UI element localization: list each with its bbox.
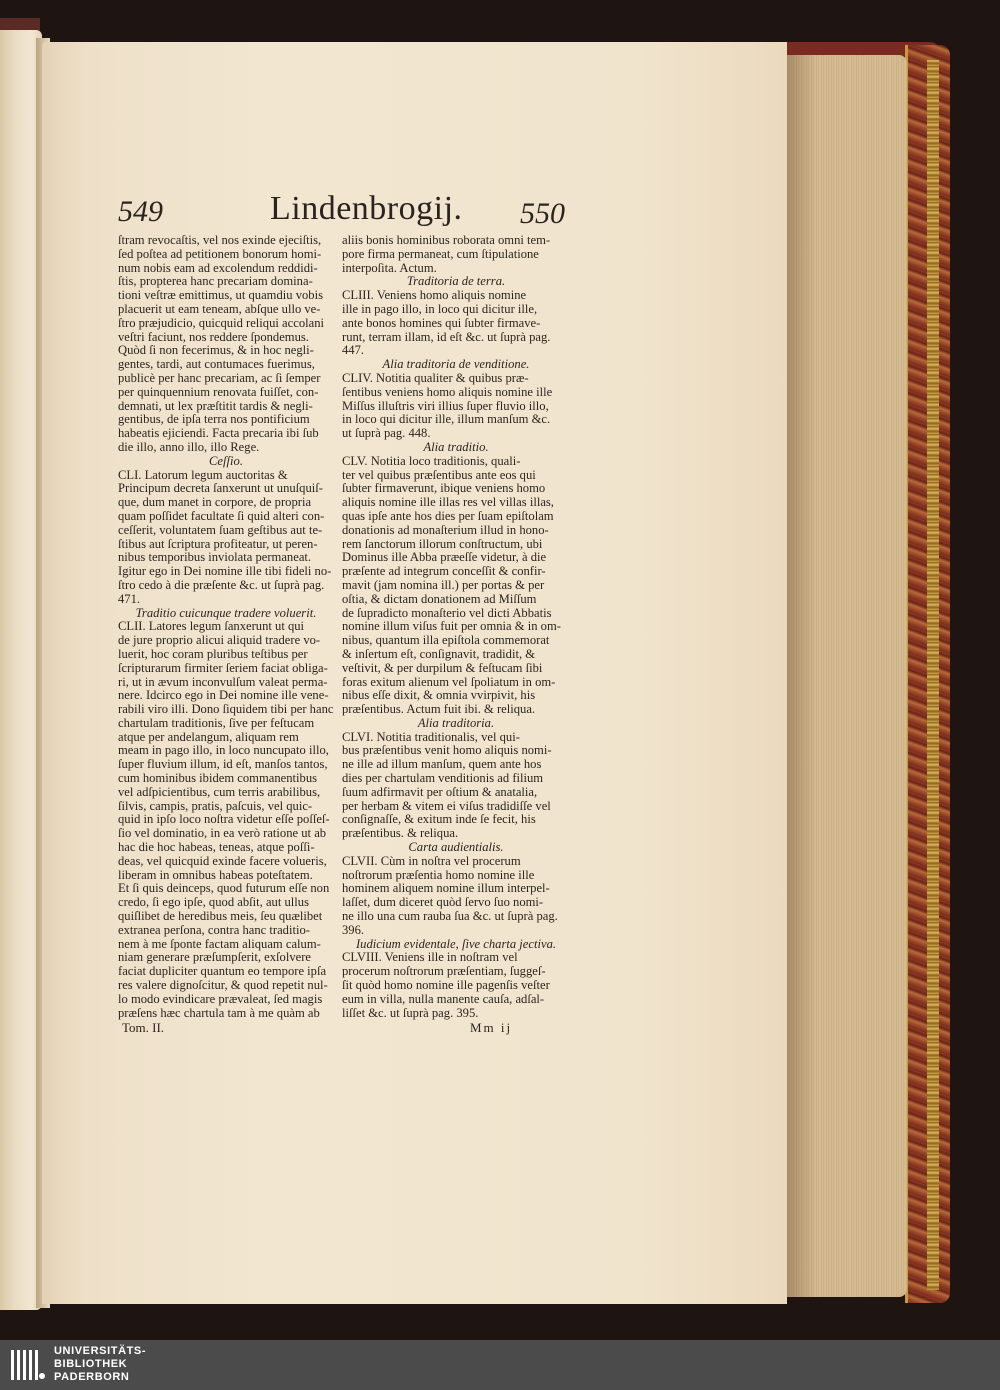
text-column-right [342,234,570,1020]
text-line: ſtram revocaſtis, vel nos exinde ejeciſtis, [118,233,322,247]
text-line: CLVIII. Veniens ille in noſtram vel [342,950,518,965]
text-line: ri, ut in ævum inconvulſum valeat perma- [118,674,328,689]
text-line: ſubter firmaverunt, ibique veniens homo [342,481,546,496]
text-line: donationis ad monaſterium illud in hono- [342,522,549,537]
volume-signature: Tom. II. [122,1020,165,1035]
text-line: ante bonos homines qui ſubter firmave- [342,315,541,330]
text-line: veſtivit, & per durpilum & feſtucam ſibi [342,660,543,675]
text-line: ne ille ad illum manſum, quem ante hos [342,757,542,772]
gilt-edge-decoration [927,60,939,1290]
text-line: hac die hoc habeas, teneas, atque poſſi- [118,840,315,855]
text-line: procerum noſtrorum præſentiam, ſuggeſ- [342,964,546,979]
text-line: in loco qui dicitur ille, illum manſum &c. [342,412,551,427]
text-line: præſente ad integrum conceſſit & confir- [342,564,546,579]
text-line: CLVI. Notitia traditionalis, vel qui- [342,729,520,744]
text-line: de ſupradicto monaſterio vel dicti Abbatis [342,605,552,620]
text-line: per herbam & vitem ei viſus tradidiſſe vel [342,798,551,813]
text-line: 396. [342,922,365,937]
text-line: hominem aliquem nomine illum interpel- [342,881,550,896]
library-name-line: UNIVERSITÄTS- [54,1345,147,1357]
text-line: ſuum adfirmavit per oſtium & anatalia, [342,784,538,799]
text-line: ſed poſtea ad petitionem bonorum homi- [118,246,322,261]
text-line: præſens hæc chartula tam à me quàm ab [118,1005,320,1020]
text-line: quid in ipſo loco noſtra videtur eſſe poſſeſ- [118,812,330,827]
text-line: cum hominibus ibidem commanentibus [118,771,318,786]
section-heading: Iudicium evidentale, ſive charta jectiva. [355,936,557,951]
text-line: lo modo evindicare prævaleat, ſed magis [118,991,323,1006]
text-line: Dominus ille Abba præeſſe videtur, à die [342,550,547,565]
text-line: rem ſanctorum illorum conſtructum, ubi [342,536,543,551]
library-logo-icon [8,1346,46,1384]
text-line: ſuper fluvium illum, id eſt, manſos tantos, [118,757,328,772]
text-line: liberam in omnibus habeas poteſtatem. [118,867,313,882]
text-line: ſtro præjudicio, quicquid reliqui accolani [118,315,324,330]
section-heading: Alia traditoria de venditione. [382,357,530,372]
library-footer-bar [0,1340,1000,1390]
text-line: ſcripturarum firmiter ſeriem faciat obliga- [118,660,328,675]
text-line: de jure proprio alicui aliquid tradere vo- [118,633,321,648]
text-line: CLIII. Veniens homo aliquis nomine [342,288,527,303]
page-number-left: 549 [118,195,163,228]
text-line: ne illo una cum rauba ſua &c. ut ſuprà pag. [342,909,558,924]
text-line: ſtis, propterea hanc precariam domina- [118,274,313,289]
text-line: laſſet, dum diceret quòd ſervo ſuo nomi- [342,895,544,910]
fore-edge-shadow [787,55,817,1297]
text-line: aliis bonis hominibus roborata omni tem- [342,233,551,247]
section-heading: Alia traditio. [423,439,489,454]
text-line: runt, terram illam, id eſt &c. ut ſuprà pag. [342,329,551,344]
text-line: pore firma permaneat, cum ſtipulatione [342,246,539,261]
text-line: CLI. Latorum legum auctoritas & [118,467,288,482]
section-heading: Carta audientialis. [408,840,504,855]
page-number-right: 550 [520,197,565,230]
text-line: Quòd ſi non fecerimus, & in hoc negli- [118,343,314,358]
text-line: mavit (jam nomina ill.) per portas & per [342,577,545,592]
text-line: nomine illum viſus fuit per omnia & in om- [342,619,561,634]
text-line: quam poſſidet facultate ſi quid alteri con- [118,508,325,523]
library-name-line: BIBLIOTHEK [54,1358,128,1370]
text-line: nibus eſſe dixit, & omnia vvirpivit, his [342,688,536,703]
text-line: num nobis eam ad excolendum reddidi- [118,260,318,275]
library-name [54,1345,146,1384]
text-line: oſtia, & dictam donationem ad Miſſum [342,591,537,606]
running-title: Lindenbrogij. [270,190,463,227]
text-line: chartulam traditionis, ſive per feſtucam [118,715,315,730]
text-line: gentibus, de ipſa terra nos pontificium [118,412,310,427]
text-line: dies per chartulam venditionis ad filium [342,771,544,786]
text-line: gentes, tardi, aut contumaces fuerimus, [118,357,315,372]
text-line: nem à me ſponte factam aliquam calum- [118,936,321,951]
library-name-line: PADERBORN [54,1371,130,1383]
text-line: niam generare præſumpſerit, exſolvere [118,950,312,965]
text-line: Igitur ego in Dei nomine ille tibi fideli no- [118,564,332,579]
section-heading: Traditoria de terra. [406,274,506,289]
text-line: ſtibus aut ſcriptura profiteatur, ut peren- [118,536,318,551]
text-line: faciat dupliciter quantum eo tempore ipſa [118,964,327,979]
text-line: 471. [118,591,141,606]
text-line: credo, ſi ego ipſe, quod abſit, aut ullus [118,895,309,910]
text-line: 447. [342,343,365,358]
text-line: nere. Idcirco ego in Dei nomine ille vene- [118,688,329,703]
section-heading: Traditio cuicunque tradere voluerit. [135,605,317,620]
text-line: veſtri faciunt, nos reddere ſpondemus. [118,329,309,344]
text-line: deas, vel quicquid exinde facere volueris, [118,853,327,868]
text-line: ſilvis, campis, pratis, paſcuis, vel quic- [118,798,313,813]
text-line: die illo, anno illo, illo Rege. [118,439,260,454]
text-line: per quinquennium renovata fuiſſet, con- [118,384,319,399]
text-line: luerit, hoc coram pluribus teſtibus per [118,646,308,661]
text-line: vel adſpicientibus, cum terris arabilibus, [118,784,321,799]
text-line: & inſertum eſt, conſignavit, tradidit, & [342,646,536,661]
text-line: conſignaſſe, & exitum inde ſe fecit, his [342,812,536,827]
text-line: ſit quòd homo nomine ille pagenſis veſter [342,978,550,993]
text-line: rabili viro illi. Dono ſiquidem tibi per hanc [118,702,334,717]
text-line: noſtrorum præſentia homo nomine ille [342,867,535,882]
text-line: præſentibus. & reliqua. [342,826,459,841]
text-line: habeatis ejiciendi. Facta precaria ibi ſub [118,426,319,441]
text-line: ut ſuprà pag. 448. [342,426,431,441]
text-line: nibus temporibus inviolata permaneat. [118,550,312,565]
text-line: demnati, ut lex præſtitit tardis & negli- [118,398,313,413]
text-line: eum in villa, nulla manente cauſa, adſal- [342,991,545,1006]
text-line: ille in pago illo, in loco qui dicitur ille, [342,301,538,316]
text-column-left [118,234,334,1020]
text-line: præſentibus. Actum fuit ibi. & reliqua. [342,702,536,717]
text-line: CLII. Latores legum ſanxerunt ut qui [118,619,305,634]
section-heading: Alia traditoria. [417,715,495,730]
text-line: Miſſus illuſtris viri illius ſuper fluvio illo, [342,398,549,413]
text-line: CLV. Notitia loco traditionis, quali- [342,453,521,468]
text-line: nibus, quantum illa epiſtola commemorat [342,633,550,648]
text-line: bus præſentibus venit homo aliquis nomi- [342,743,552,758]
text-line: ſentibus veniens homo aliquis nomine ille [342,384,553,399]
text-line: Principum decreta ſanxerunt ut unuſquiſ- [118,481,323,496]
text-line: atque per andelangum, aliquam rem [118,729,299,744]
text-line: CLVII. Cùm in noſtra vel procerum [342,853,521,868]
text-line: Et ſi quis deinceps, quod futurum eſſe non [118,881,330,896]
text-line: interpoſita. Actum. [342,260,437,275]
section-heading: Ceſſio. [209,453,243,468]
text-line: quas ipſe ante hos dies per ſuam epiſtolam [342,508,554,523]
text-line: quiſlibet de heredibus meis, ſeu quælibet [118,909,323,924]
text-line: CLIV. Notitia qualiter & quibus præ- [342,370,529,385]
text-line: ſio vel dominatio, in ea verò ratione ut ab [118,826,327,841]
text-line: ceſſerit, voluntatem ſuam geſtibus aut te- [118,522,323,537]
text-line: tioni veſtræ emittimus, ut quamdiu vobis [118,288,323,303]
text-line: extranea perſona, contra hanc traditio- [118,922,310,937]
text-line: ſtro cedo à die præſente &c. ut ſuprà pag. [118,577,325,592]
text-line: que, dum manet in corpore, de propria [118,495,312,510]
text-line: foras exitum alienum vel ſpoliatum in om- [342,674,556,689]
gathering-signature: Mm ij [470,1020,513,1035]
text-line: res valere dignoſcitur, & quod repetit nul- [118,978,328,993]
text-line: placuerit ut eam teneam, abſque ullo ve- [118,301,321,316]
text-line: publicè per hanc precariam, ac ſi ſemper [118,370,321,385]
text-line: liſſet &c. ut ſuprà pag. 395. [342,1005,479,1020]
text-line: meam in pago illo, in loco nuncupato illo, [118,743,329,758]
text-line: aliquis nomine ille illas res vel villas illas, [342,495,554,510]
text-line: ter vel quibus præſentibus ante eos qui [342,467,536,482]
